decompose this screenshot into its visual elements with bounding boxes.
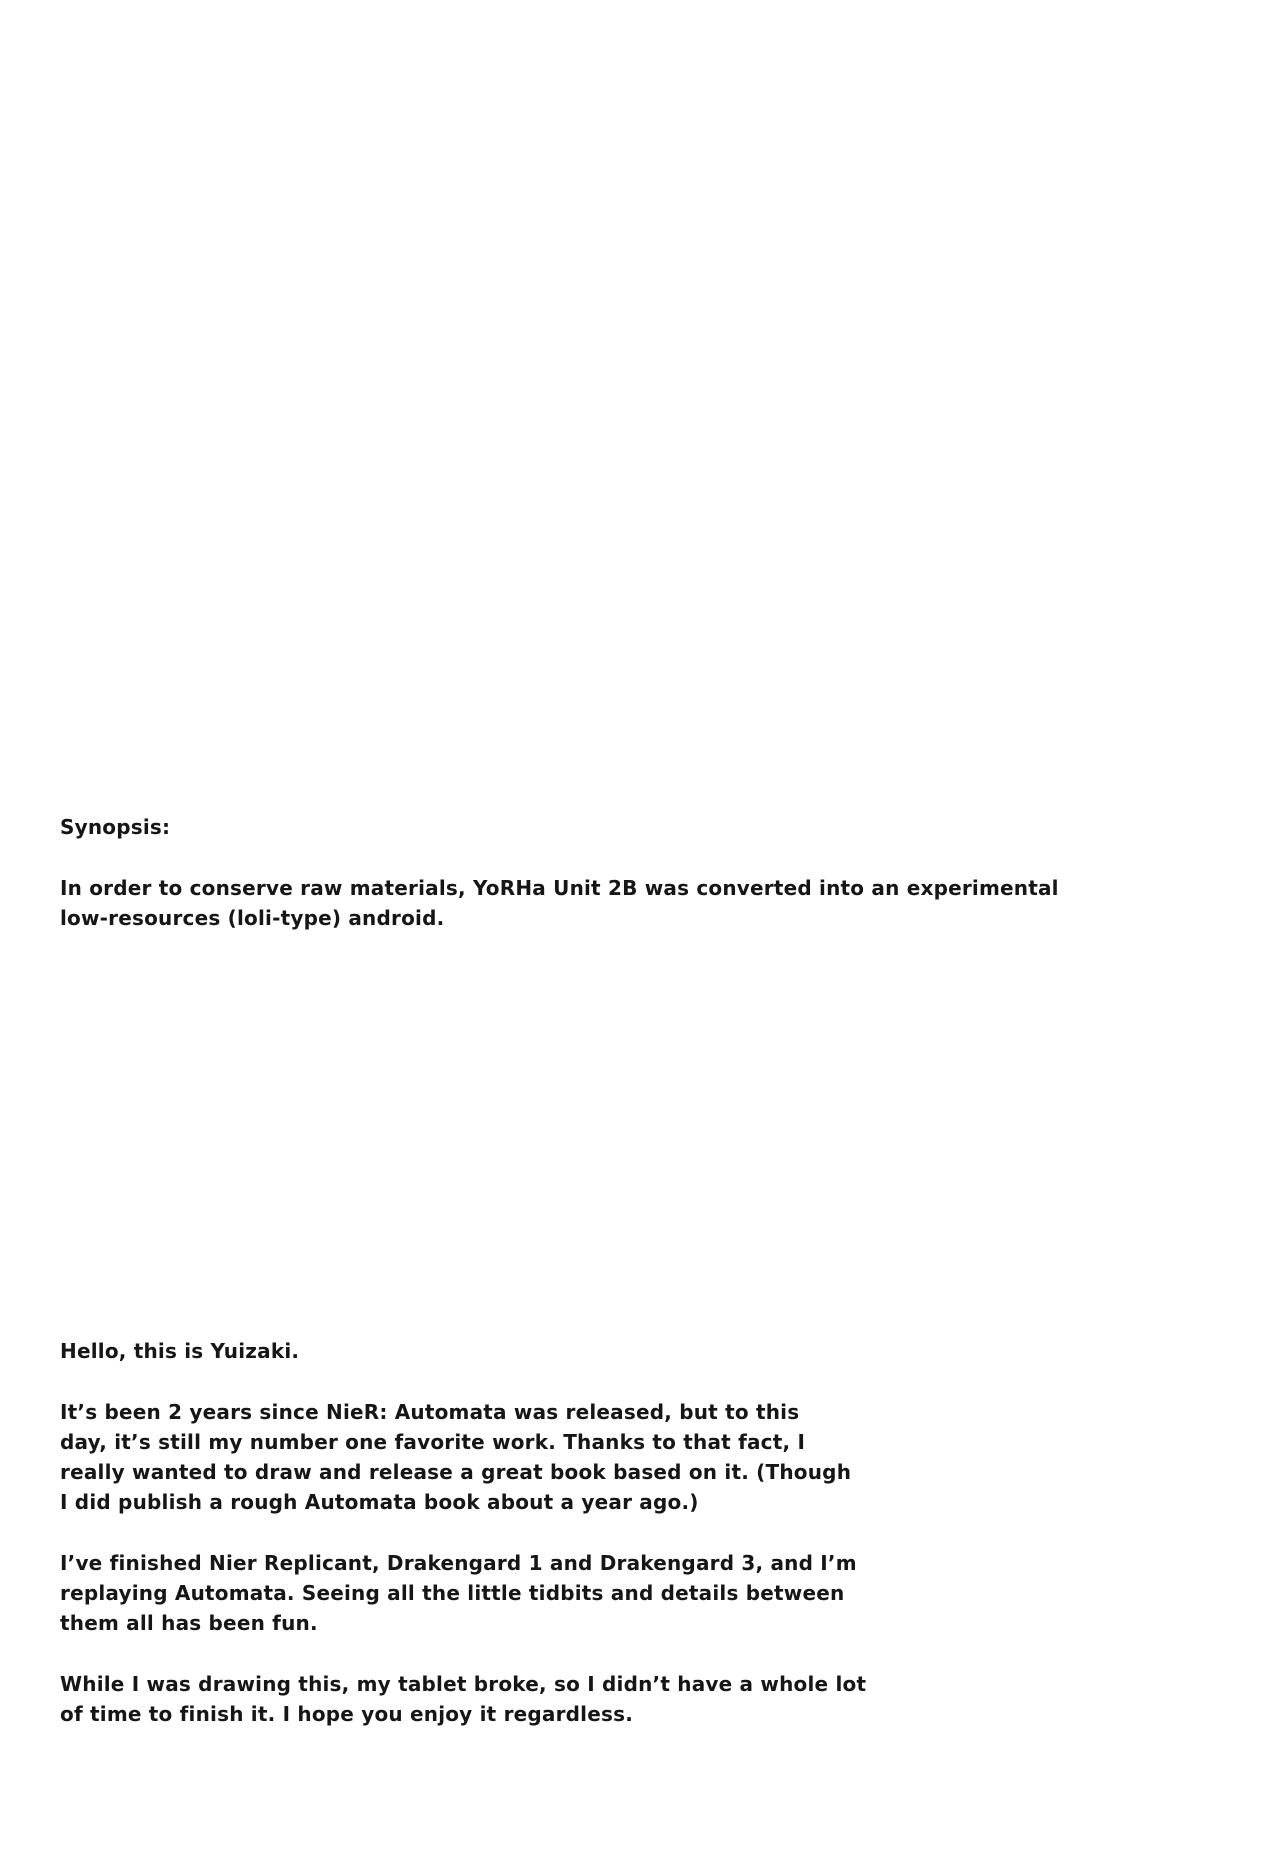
afterword-greeting: Hello, this is Yuizaki. — [60, 1339, 300, 1363]
afterword-section — [60, 1336, 890, 1729]
synopsis-section — [60, 812, 1120, 933]
afterword-paragraph-2: I’ve finished Nier Replicant, Drakengard 1 and Drakengard 3, and I’m replaying Automata. Seeing all the little tidbits and details between them all has been fun. — [60, 1551, 857, 1635]
synopsis-body-text: In order to conserve raw materials, YoRHa Unit 2B was converted into an experimental low-resources (loli-type) android. — [60, 876, 1059, 930]
synopsis-heading: Synopsis: — [60, 815, 171, 839]
afterword-paragraph-3: While I was drawing this, my tablet broke, so I didn’t have a whole lot of time to finish it. I hope you enjoy it regardless. — [60, 1672, 867, 1726]
afterword-paragraph-1: It’s been 2 years since NieR: Automata was released, but to this day, it’s still my number one favorite work. Thanks to that fact, I really wanted to draw and release a great book based on it. (Though I did publish a rough Automata book about a year ago.) — [60, 1400, 852, 1514]
